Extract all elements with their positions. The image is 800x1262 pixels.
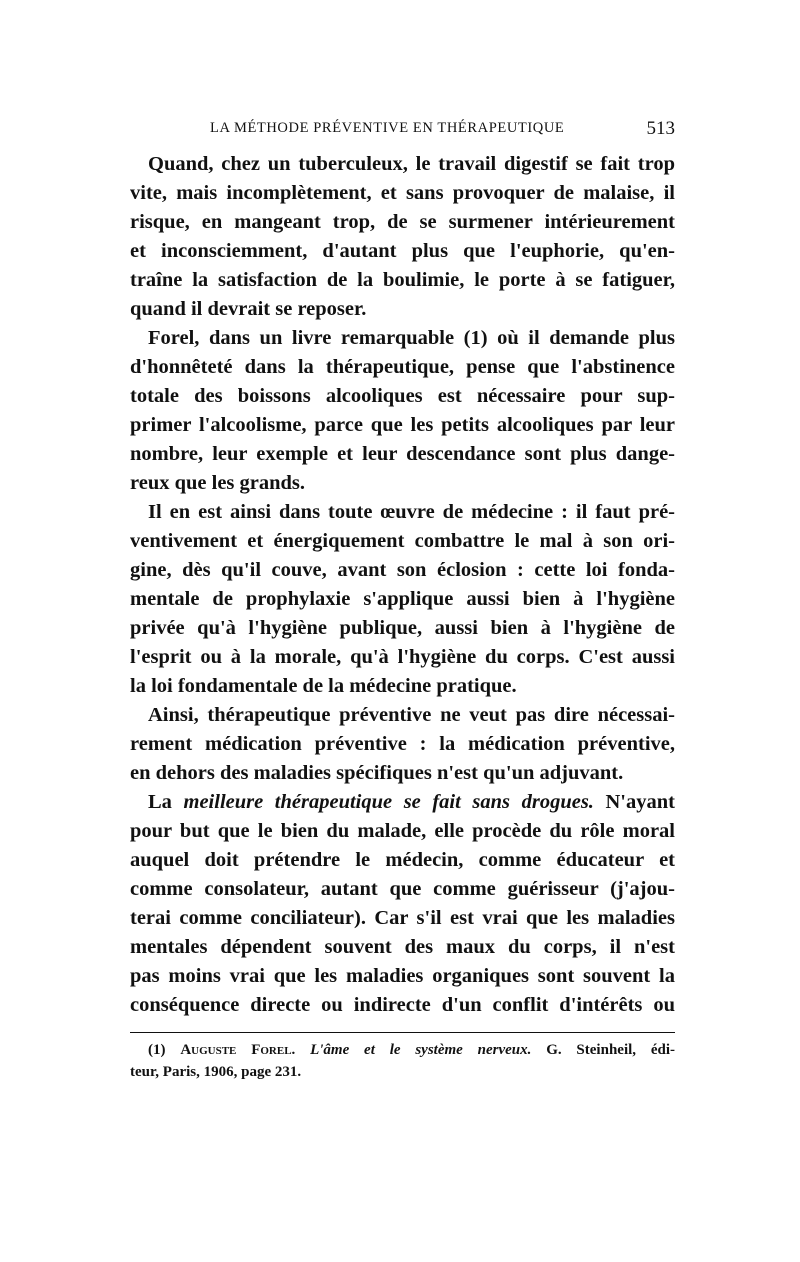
text-line: la loi fondamentale de la médecine pratique. — [130, 675, 517, 697]
text-line: quand il devrait se reposer. — [130, 298, 367, 320]
text-line: primer l'alcoolisme, parce que les petits alcooliques par leur — [130, 414, 675, 436]
text-line-italic-emphasis — [130, 788, 675, 817]
footnote-divider — [130, 1032, 675, 1039]
text-line: totale des boissons alcooliques est nécessaire pour sup- — [130, 385, 675, 407]
text-line: risque, en mangeant trop, de se surmener intérieurement — [130, 211, 675, 233]
text-line: conséquence directe ou indirecte d'un conflit d'intérêts ou — [130, 994, 675, 1016]
text-line: Ainsi, thérapeutique préventive ne veut pas dire nécessai- — [148, 704, 675, 726]
text-line: mentale de prophylaxie s'applique aussi bien à l'hygiène — [130, 588, 675, 610]
text-line: privée qu'à l'hygiène publique, aussi bien à l'hygiène de — [130, 617, 675, 639]
page-number: 513 — [646, 118, 675, 139]
book-page — [130, 118, 675, 1083]
text-line: pour but que le bien du malade, elle procède du rôle moral — [130, 820, 675, 842]
text-line: ventivement et énergiquement combattre le mal à son ori- — [130, 530, 675, 552]
text-line: Quand, chez un tuberculeux, le travail digestif se fait trop — [148, 153, 675, 175]
footnote-line — [130, 1039, 675, 1061]
text-fragment: La — [148, 791, 184, 813]
text-line: reux que les grands. — [130, 472, 306, 494]
text-line: en dehors des maladies spécifiques n'est qu'un adjuvant. — [130, 762, 624, 784]
text-line: l'esprit ou à la morale, qu'à l'hygiène du corps. C'est aussi — [130, 646, 675, 668]
footnote-title: L'âme et le système nerveux. — [310, 1042, 532, 1058]
running-head — [130, 118, 675, 144]
footnote-line: teur, Paris, 1906, page 231. — [130, 1064, 302, 1080]
text-line: Forel, dans un livre remarquable (1) où il demande plus — [148, 327, 675, 349]
footnote-publisher: G. Steinheil, édi- — [531, 1042, 675, 1058]
footnote — [130, 1039, 675, 1083]
text-line: terai comme conciliateur). Car s'il est vrai que les maladies — [130, 907, 675, 929]
text-line: traîne la satisfaction de la boulimie, le porte à se fatiguer, — [130, 269, 675, 291]
footnote-author: Auguste Forel. — [180, 1042, 296, 1058]
text-line: d'honnêteté dans la thérapeutique, pense que l'abstinence — [130, 356, 675, 378]
text-line: vite, mais incomplètement, et sans provoquer de malaise, il — [130, 182, 675, 204]
text-line: nombre, leur exemple et leur descendance sont plus dange- — [130, 443, 675, 465]
footnote-marker: (1) — [148, 1042, 181, 1058]
running-head-title: LA MÉTHODE PRÉVENTIVE EN THÉRAPEUTIQUE — [210, 120, 565, 136]
italic-emphasis: meilleure thérapeutique se fait sans drogues. — [183, 791, 594, 813]
body-text — [130, 150, 675, 1020]
text-line: pas moins vrai que les maladies organiques sont souvent la — [130, 965, 675, 987]
text-line: Il en est ainsi dans toute œuvre de médecine : il faut pré- — [148, 501, 675, 523]
text-line: et inconsciemment, d'autant plus que l'euphorie, qu'en- — [130, 240, 675, 262]
text-fragment: N'ayant — [593, 791, 675, 813]
text-line: mentales dépendent souvent des maux du corps, il n'est — [130, 936, 675, 958]
text-line: rement médication préventive : la médication préventive, — [130, 733, 675, 755]
text-line: comme consolateur, autant que comme guérisseur (j'ajou- — [130, 878, 675, 900]
text-line: gine, dès qu'il couve, avant son éclosion : cette loi fonda- — [130, 559, 675, 581]
text-line: auquel doit prétendre le médecin, comme éducateur et — [130, 849, 675, 871]
